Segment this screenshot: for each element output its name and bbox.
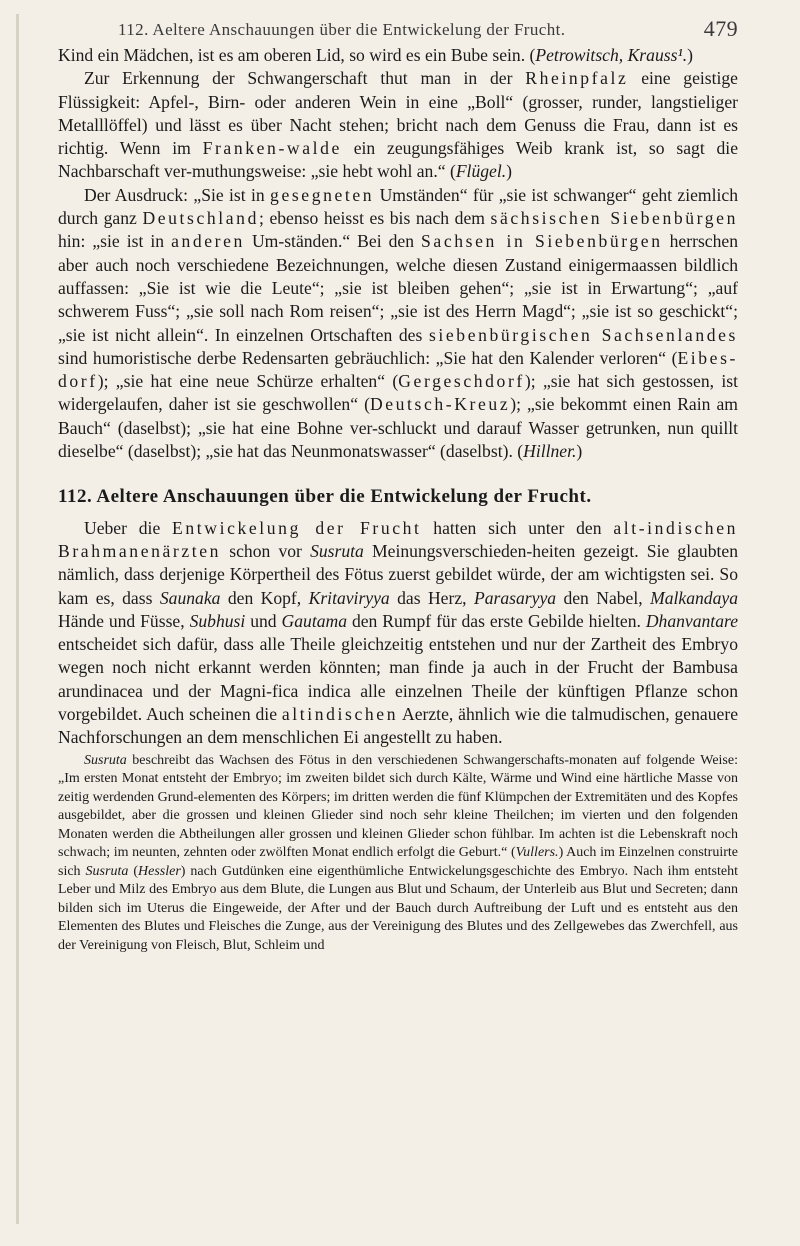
main-text xyxy=(58,44,738,750)
citation: Petrowitsch, Krauss¹. xyxy=(535,45,688,65)
page-number: 479 xyxy=(703,16,738,41)
book-page xyxy=(58,10,738,955)
paragraph: Ueber die Entwickelung der Frucht hatten sich unter den alt-indischen Brahmanenärzten schon vor Susruta Meinungsverschieden-heiten gezeigt. Sie glaubten nämlich, dass derjenige Körpertheil des Fötus zuerst gebildet würde, der am wichtigsten sei. So kam es, dass Saunaka den Kopf, Kritaviryya das Herz, Parasaryya den Nabel, Malkandaya Hände und Füsse, Subhusi und Gautama den Rumpf für das erste Gebilde hielten. Dhanvantare entscheidet sich dafür, dass alle Theile gleichzeitig entstehen und nur der Zartheit des Embryo wegen noch nicht erkannt werden könnten; man finde ja auch in der Frucht der Bambusa arundinacea und der Magni-fica indica alle einzelnen Theile der künftigen Pflanze schon vorgebildet. Auch scheinen die altindischen Aerzte, ähnlich wie die talmudischen, genauere Nachforschungen an dem menschlichen Ei angestellt zu haben. xyxy=(58,517,739,748)
paragraph: Susruta beschreibt das Wachsen des Fötus in den verschiedenen Schwangerschafts-monaten auf folgende Weise: „Im ersten Monat entsteht der Embryo; im zweiten bildet sich durch Kälte, Wärme und Wind eine härtliche Masse von zeitig werdenden Grund-elementen des Körpers; im dritten werden die fünf Klümpchen der Extremitäten und des Kopfes ausgebildet, aber die grossen und kleinen Glieder sind noch sehr kleine Theilchen; im vierten und den folgenden Monaten werden die Abtheilungen aller grossen und kleinen Glieder schon fühlbar. Im achten ist die Lebenskraft noch schwach; im neunten, zehnten oder zwölften Monat endlich erfolgt die Geburt.“ (Vullers.) Auch im Einzelnen construirte sich Susruta (Hessler) nach Gutdünken eine eigenthümliche Entwickelungsgeschichte des Embryo. Nach ihm entsteht Leber und Milz des Embryo aus dem Blute, die Lungen aus Blut und Schaum, der Unterleib aus Blut und Secreten; dann bilden sich im Uterus die Eingeweide, der After und der Bauch durch Auftreibung der Luft und es entsteht aus den Elementen des Blutes und Fleisches die Zunge, aus der Vereinigung des Blutes und des Zellgewebes das Zwerchfell, aus der Vereinigung von Fleisch, Blut, Schleim und xyxy=(58,752,738,953)
running-head-title: 112. Aeltere Anschauungen über die Entwickelung der Frucht. xyxy=(118,20,566,39)
running-head xyxy=(58,10,738,44)
citation: Hillner. xyxy=(523,441,577,462)
citation: Flügel. xyxy=(455,161,507,182)
page-edge-shadow xyxy=(16,14,19,1224)
paragraph: Zur Erkennung der Schwangerschaft thut man in der Rheinpfalz eine geistige Flüssigkeit: Apfel-, Birn- oder anderen Wein in eine „Boll“ (grosser, runder, langstieliger Metalllöffel) und lässt es über Nacht stehen; bricht nach dem Genuss die Frau, dann ist es richtig. Wenn im Franken-walde ein zeugungsfähiges Weib krank ist, so sagt die Nachbarschaft ver-muthungsweise: „sie hebt wohl an.“ (Flügel.) xyxy=(58,68,739,182)
paragraph: Kind ein Mädchen, ist es am oberen Lid, so wird es ein Bube sein. (Petrowitsch, Krauss¹.) xyxy=(58,45,693,65)
section-heading: 112. Aeltere Anschauungen über die Entwickelung der Frucht. xyxy=(58,486,592,508)
paragraph: Der Ausdruck: „Sie ist in gesegneten Umständen“ für „sie ist schwanger“ geht ziemlich durch ganz Deutschland; ebenso heisst es bis nach dem sächsischen Siebenbürgen hin: „sie ist in anderen Um-ständen.“ Bei den Sachsen in Siebenbürgen herrschen aber auch noch verschiedene Bezeichnungen, welche diesen Zustand einigermaassen bildlich auffassen: „Sie ist wie die Leute“; „sie ist bleiben gehen“; „sie ist in Erwartung“; „auf schwerem Fuss“; „sie soll nach Rom reisen“; „sie ist des Herrn Magd“; „sie ist so geschickt“; „sie ist nicht allein“. In einzelnen Ortschaften des siebenbürgischen Sachsenlandes sind humoristische derbe Redensarten gebräuchlich: „Sie hat den Kalender verloren“ (Eibes-dorf); „sie hat eine neue Schürze erhalten“ (Gergeschdorf); „sie hat sich gestossen, ist widergelaufen, daher ist sie geschwollen“ (Deutsch-Kreuz); „sie bekommt einen Rain am Bauch“ (daselbst); „sie hat eine Bohne ver-schluckt und darauf Wasser getrunken, nun quillt dieselbe“ (daselbst); „sie hat das Neunmonatswasser“ (daselbst). (Hillner.) xyxy=(58,184,738,462)
small-print-note xyxy=(58,752,738,956)
